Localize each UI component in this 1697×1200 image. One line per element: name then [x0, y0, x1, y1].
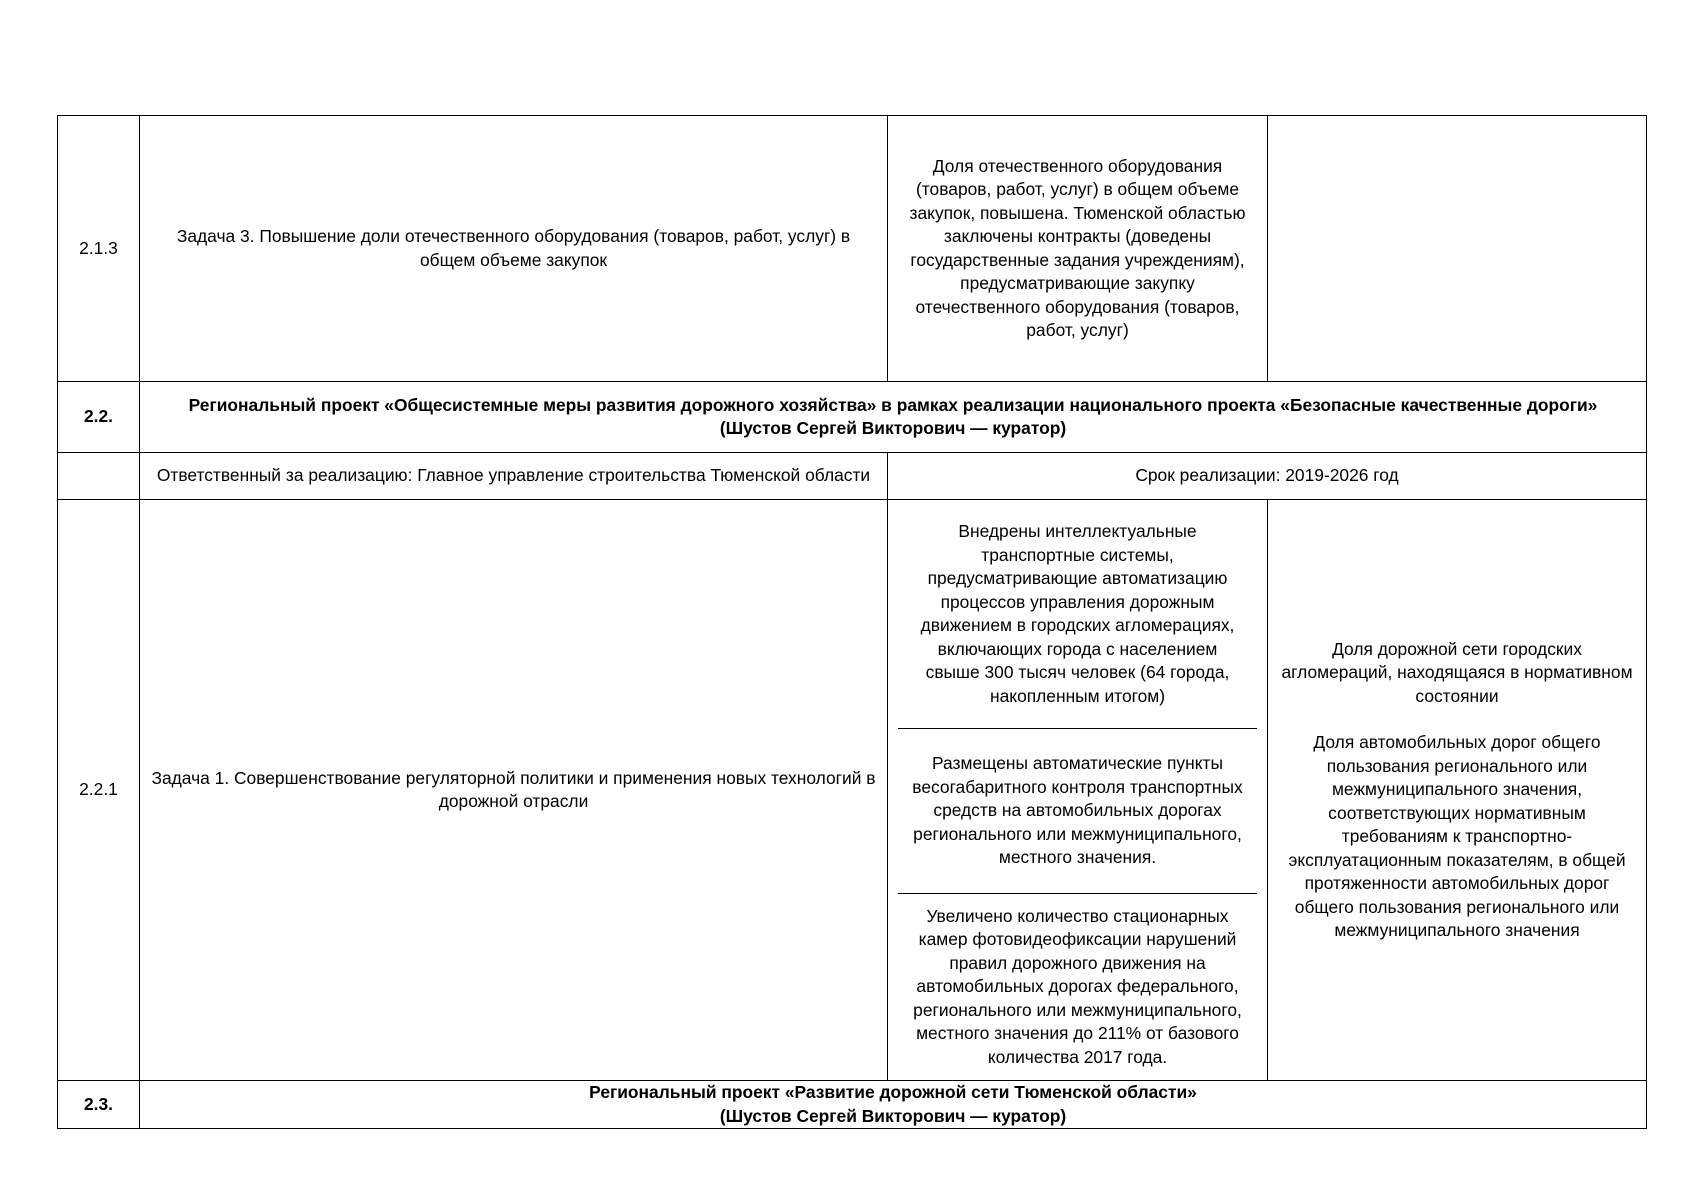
project-title: Региональный проект «Развитие дорожной сети Тюменской области» [589, 1082, 1197, 1102]
task-cell: Задача 3. Повышение доли отечественного оборудования (товаров, работ, услуг) в общем объеме закупок [140, 116, 888, 382]
table-row-2-3-header [58, 1081, 1647, 1129]
indicator-2: Доля автомобильных дорог общего пользования регионального или межмуниципального значения, соответствующих нормативным требованиям к транспортно-эксплуатационным показателям, в общей протяженности автомобильных дорог общего пользования регионального или межмуниципального значения [1288, 732, 1626, 940]
row-number-empty [58, 453, 140, 500]
row-number: 2.1.3 [58, 116, 140, 382]
project-title-cell [140, 1081, 1647, 1129]
table-row-responsible [58, 453, 1647, 500]
paragraph-gap [1278, 708, 1636, 731]
project-curator: (Шустов Сергей Викторович — куратор) [719, 418, 1067, 438]
row-number: 2.2. [58, 382, 140, 453]
result-item: Увеличено количество стационарных камер фотовидеофиксации нарушений правил дорожного движения на автомобильных дорогах федерального, регионального или межмуниципального, местного значения до 211% от базового количества 2017 года. [898, 893, 1257, 1080]
table-row-2-1-3 [58, 116, 1647, 382]
term-cell: Срок реализации: 2019-2026 год [888, 453, 1647, 500]
project-curator: (Шустов Сергей Викторович — куратор) [719, 1105, 1067, 1126]
result-item: Размещены автоматические пункты весогабаритного контроля транспортных средств на автомобильных дорогах регионального или межмуниципального, местного значения. [898, 728, 1257, 893]
project-title: Региональный проект «Общесистемные меры развития дорожного хозяйства» в рамках реализации национального проекта «Безопасные качественные дороги» [188, 394, 1598, 415]
project-title-cell [140, 382, 1647, 453]
row-number: 2.3. [58, 1081, 140, 1129]
results-cell [888, 500, 1268, 1081]
responsible-cell: Ответственный за реализацию: Главное управление строительства Тюменской области [140, 453, 888, 500]
result-item: Внедрены интеллектуальные транспортные системы, предусматривающие автоматизацию процессов управления дорожным движением в городских агломерациях, включающих города с населением свыше 300 тысяч человек (64 города, накопленным итогом) [920, 521, 1235, 706]
indicator-cell [1268, 116, 1647, 382]
indicator-cell [1268, 500, 1647, 1081]
task-cell: Задача 1. Совершенствование регуляторной политики и применения новых технологий в дорожной отрасли [140, 500, 888, 1081]
program-table [57, 115, 1647, 1129]
table-row-2-2-1 [58, 500, 1647, 1081]
results-list [898, 500, 1257, 1080]
result-cell: Доля отечественного оборудования (товаров, работ, услуг) в общем объеме закупок, повышена. Тюменской областью заключены контракты (доведены государственные задания учреждениям), предусматривающие закупку отечественного оборудования (товаров, работ, услуг) [888, 116, 1268, 382]
table-row-2-2-header [58, 382, 1647, 453]
row-number: 2.2.1 [58, 500, 140, 1081]
indicator-1: Доля дорожной сети городских агломераций, находящаяся в нормативном состоянии [1281, 638, 1633, 706]
